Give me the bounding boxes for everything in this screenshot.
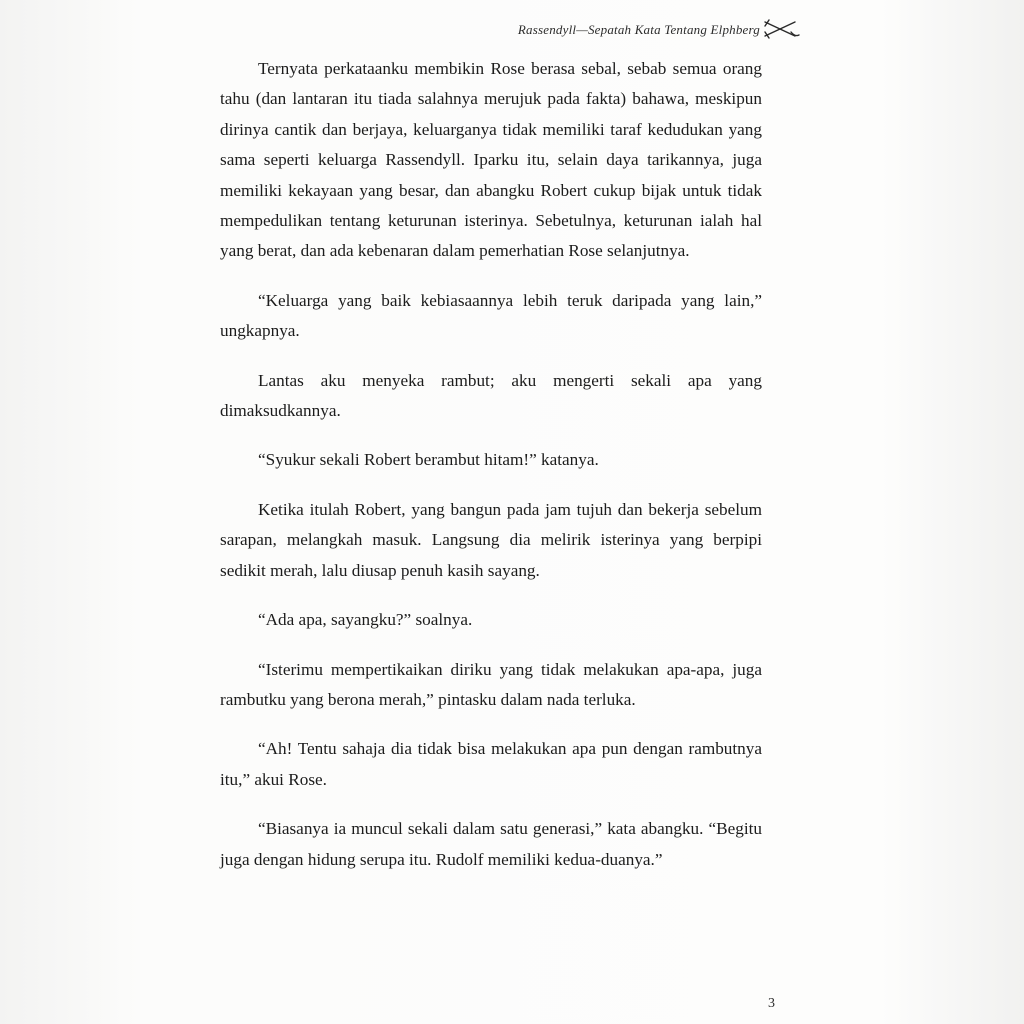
paragraph: “Ada apa, sayangku?” soalnya. — [258, 610, 473, 630]
paragraph: Ketika itulah Robert, yang bangun pada jam tujuh dan bekerja sebelum sarapan, melangkah masuk. Langsung dia melirik isterinya yang berpipi sedikit merah, lalu diusap penuh kasih sayang. — [220, 499, 762, 580]
page-number: 3 — [768, 996, 775, 1011]
paragraph: Lantas aku menyeka rambut; aku mengerti sekali apa yang dimaksudkannya. — [220, 370, 762, 421]
paragraph: “Syukur sekali Robert berambut hitam!” katanya. — [258, 450, 599, 470]
paragraph: Ternyata perkataanku membikin Rose berasa sebal, sebab semua orang tahu (dan lantaran itu tiada salahnya merujuk pada fakta) bahawa, meskipun dirinya cantik dan berjaya, keluarganya tidak memiliki taraf kedudukan yang sama seperti keluarga Rassendyll. Iparku itu, selain daya tarikannya, juga memiliki kekayaan yang besar, dan abangku Robert cukup bijak untuk tidak mempedulikan tentang keturunan isterinya. Sebetulnya, keturunan ialah hal yang berat, dan ada kebenaran dalam pemerhatian Rose selanjutnya. — [220, 59, 762, 261]
paragraph: “Biasanya ia muncul sekali dalam satu generasi,” kata abangku. “Begitu juga dengan hidung serupa itu. Rudolf memiliki kedua-duanya.” — [220, 819, 762, 869]
paragraph: “Isterimu mempertikaikan diriku yang tidak melakukan apa-apa, juga rambutku yang berona merah,” pintasku dalam nada terluka. — [220, 659, 762, 709]
body-text — [220, 54, 762, 894]
paragraph: “Ah! Tentu sahaja dia tidak bisa melakukan apa pun dengan rambutnya itu,” akui Rose. — [220, 739, 762, 789]
paragraph: “Keluarga yang baik kebiasaannya lebih teruk daripada yang lain,” ungkapnya. — [220, 290, 762, 341]
crossed-swords-icon — [762, 19, 800, 39]
running-head: Rassendyll—Sepatah Kata Tentang Elphberg — [517, 22, 760, 37]
